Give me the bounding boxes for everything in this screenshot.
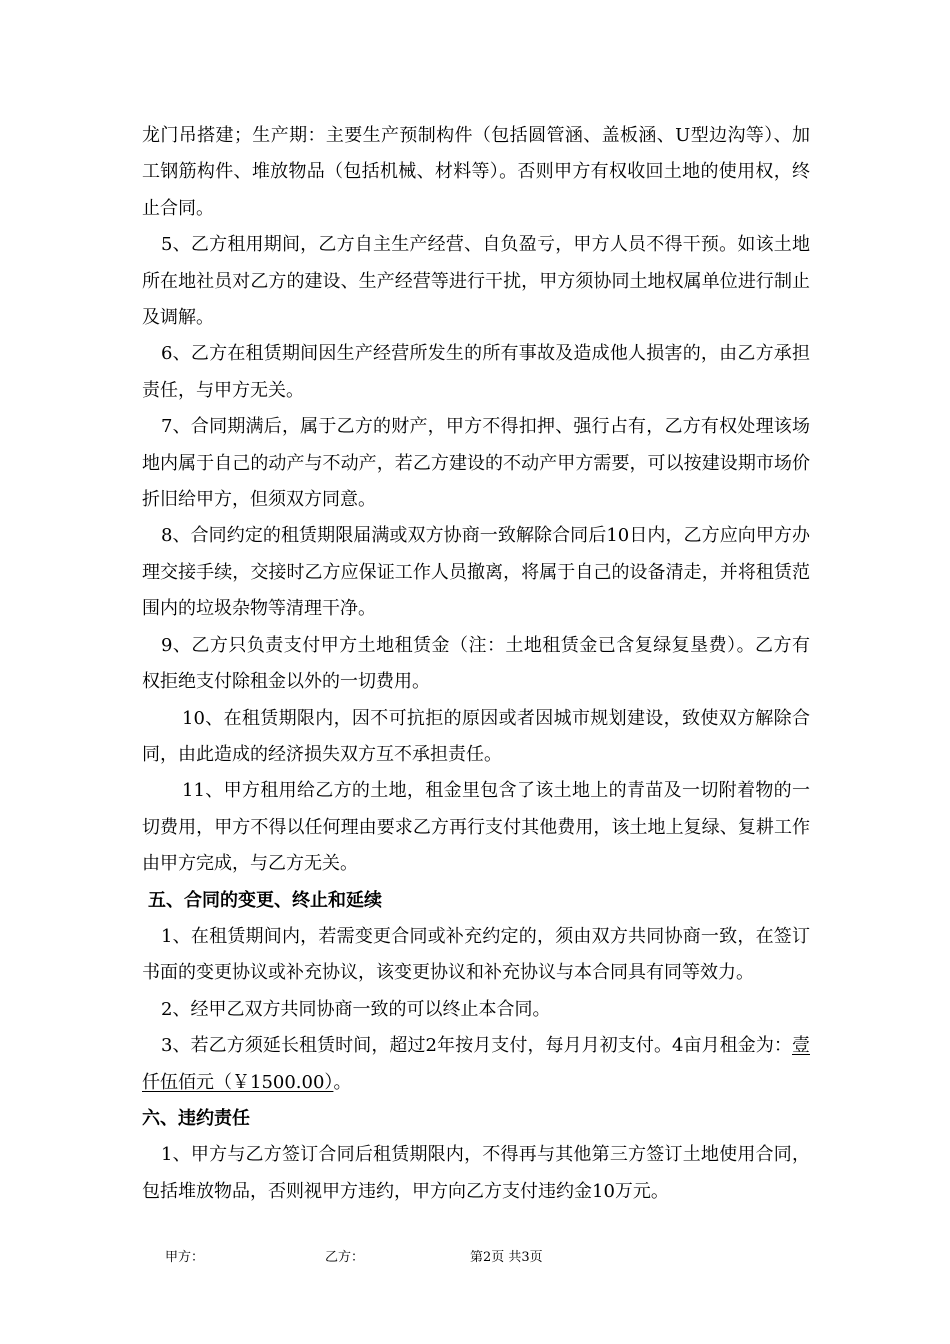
monthly-rent-amount: 壹仟伍佰元（￥1500.00） bbox=[142, 1035, 810, 1093]
section-heading-5: 五、合同的变更、终止和延续 bbox=[148, 889, 382, 911]
section-5-item-3 bbox=[142, 1028, 810, 1101]
clause-8: 8、合同约定的租赁期限届满或双方协商一致解除合同后10日内，乙方应向甲方办理交接手续，交接时乙方应保证工作人员撤离，将属于自己的设备清走，并将租赁范围内的垃圾杂物等清理干净。 bbox=[142, 525, 810, 620]
section-5-item-3-end: 。 bbox=[333, 1071, 352, 1093]
clause-5: 5、乙方租用期间，乙方自主生产经营、自负盈亏，甲方人员不得干预。如该土地所在地社员对乙方的建设、生产经营等进行干扰，甲方须协同土地权属单位进行制止及调解。 bbox=[142, 234, 810, 329]
footer-party-a-signature: 甲方： bbox=[165, 1250, 205, 1265]
footer-party-b-signature: 乙方： bbox=[325, 1250, 365, 1265]
contract-body bbox=[142, 118, 810, 1210]
page-footer bbox=[0, 1246, 950, 1266]
clause-7: 7、合同期满后，属于乙方的财产，甲方不得扣押、强行占有，乙方有权处理该场地内属于自己的动产与不动产，若乙方建设的不动产甲方需要，可以按建设期市场价折旧给甲方，但须双方同意。 bbox=[142, 416, 810, 511]
clause-9: 9、乙方只负责支付甲方土地租赁金（注：土地租赁金已含复绿复垦费）。乙方有权拒绝支付除租金以外的一切费用。 bbox=[142, 634, 810, 693]
page-number: 第2页 共3页 bbox=[470, 1250, 543, 1265]
paragraph-4-continued: 龙门吊搭建；生产期：主要生产预制构件（包括圆管涵、盖板涵、U型边沟等）、加工钢筋构件、堆放物品（包括机械、材料等）。否则甲方有权收回土地的使用权，终止合同。 bbox=[142, 125, 810, 219]
clause-10: 10、在租赁期限内，因不可抗拒的原因或者因城市规划建设，致使双方解除合同，由此造成的经济损失双方互不承担责任。 bbox=[142, 707, 810, 765]
section-5-item-1: 1、在租赁期间内，若需变更合同或补充约定的，须由双方共同协商一致，在签订书面的变更协议或补充协议，该变更协议和补充协议与本合同具有同等效力。 bbox=[142, 925, 810, 984]
clause-6: 6、乙方在租赁期间因生产经营所发生的所有事故及造成他人损害的，由乙方承担责任，与甲方无关。 bbox=[142, 343, 810, 401]
clause-11: 11、甲方租用给乙方的土地，租金里包含了该土地上的青苗及一切附着物的一切费用，甲方不得以任何理由要求乙方再行支付其他费用，该土地上复绿、复耕工作由甲方完成，与乙方无关。 bbox=[142, 780, 810, 875]
section-6-item-1: 1、甲方与乙方签订合同后租赁期限内，不得再与其他第三方签订土地使用合同，包括堆放物品，否则视甲方违约，甲方向乙方支付违约金10万元。 bbox=[142, 1144, 810, 1202]
section-5-item-2: 2、经甲乙双方共同协商一致的可以终止本合同。 bbox=[161, 998, 551, 1020]
section-5-item-3-text: 3、若乙方须延长租赁时间，超过2年按月支付，每月月初支付。4亩月租金为： bbox=[161, 1035, 792, 1057]
section-heading-6: 六、违约责任 bbox=[142, 1107, 250, 1129]
